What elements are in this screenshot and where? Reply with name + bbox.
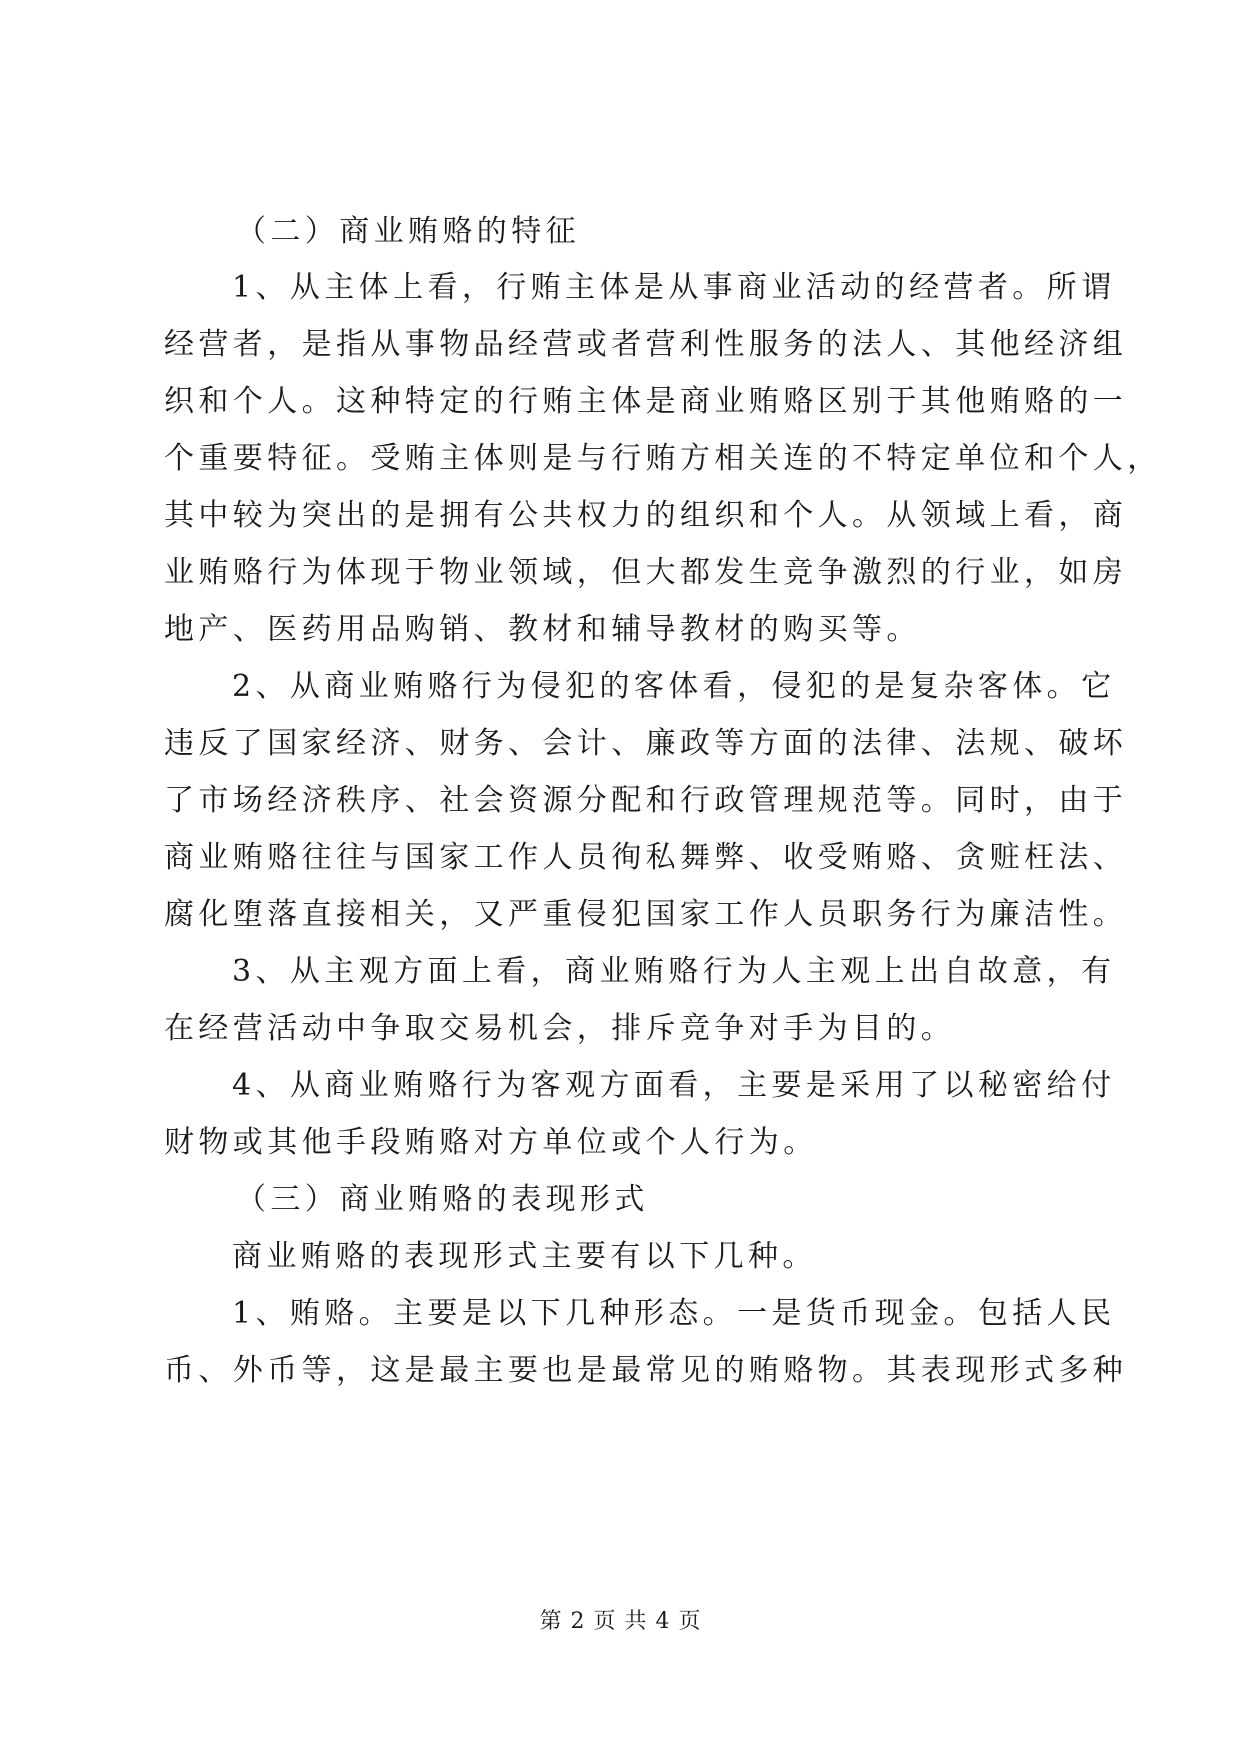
paragraph-line: 了市场经济秩序、社会资源分配和行政管理规范等。同时，由于 — [164, 783, 1128, 818]
paragraph-line: 地产、医药用品购销、教材和辅导教材的购买等。 — [164, 612, 921, 647]
paragraph-line: 2、从商业贿赂行为侵犯的客体看，侵犯的是复杂客体。它 — [232, 669, 1116, 704]
paragraph-line: 4、从商业贿赂行为客观方面看，主要是采用了以秘密给付 — [232, 1068, 1116, 1103]
paragraph-line: 3、从主观方面上看，商业贿赂行为人主观上出自故意，有 — [232, 954, 1116, 989]
paragraph-line: 织和个人。这种特定的行贿主体是商业贿赂区别于其他贿赂的一 — [164, 384, 1128, 419]
paragraph-line: 违反了国家经济、财务、会计、廉政等方面的法律、法规、破坏 — [164, 726, 1128, 761]
paragraph-line: 1、从主体上看，行贿主体是从事商业活动的经营者。所谓 — [232, 270, 1116, 305]
paragraph-line: 其中较为突出的是拥有公共权力的组织和个人。从领域上看，商 — [164, 498, 1128, 533]
paragraph-line: 1、贿赂。主要是以下几种形态。一是货币现金。包括人民 — [232, 1296, 1116, 1331]
paragraph-line: 个重要特征。受贿主体则是与行贿方相关连的不特定单位和个人， — [164, 441, 1162, 476]
page-number-footer: 第 2 页 共 4 页 — [539, 1609, 702, 1634]
paragraph-line: 业贿赂行为体现于物业领域，但大都发生竞争激烈的行业，如房 — [164, 555, 1128, 590]
paragraph-line: 在经营活动中争取交易机会，排斥竞争对手为目的。 — [164, 1011, 956, 1046]
paragraph-line: 腐化堕落直接相关，又严重侵犯国家工作人员职务行为廉洁性。 — [164, 897, 1128, 932]
paragraph-line: 经营者，是指从事物品经营或者营利性服务的法人、其他经济组 — [164, 327, 1128, 362]
paragraph-line: 商业贿赂往往与国家工作人员徇私舞弊、收受贿赂、贪赃枉法、 — [164, 840, 1128, 875]
paragraph-line: 商业贿赂的表现形式主要有以下几种。 — [232, 1239, 817, 1274]
paragraph-line: 币、外币等，这是最主要也是最常见的贿赂物。其表现形式多种 — [164, 1353, 1128, 1388]
section-heading-3: （三）商业贿赂的表现形式 — [236, 1182, 649, 1217]
paragraph-line: 财物或其他手段贿赂对方单位或个人行为。 — [164, 1125, 818, 1160]
section-heading-2: （二）商业贿赂的特征 — [236, 214, 580, 249]
